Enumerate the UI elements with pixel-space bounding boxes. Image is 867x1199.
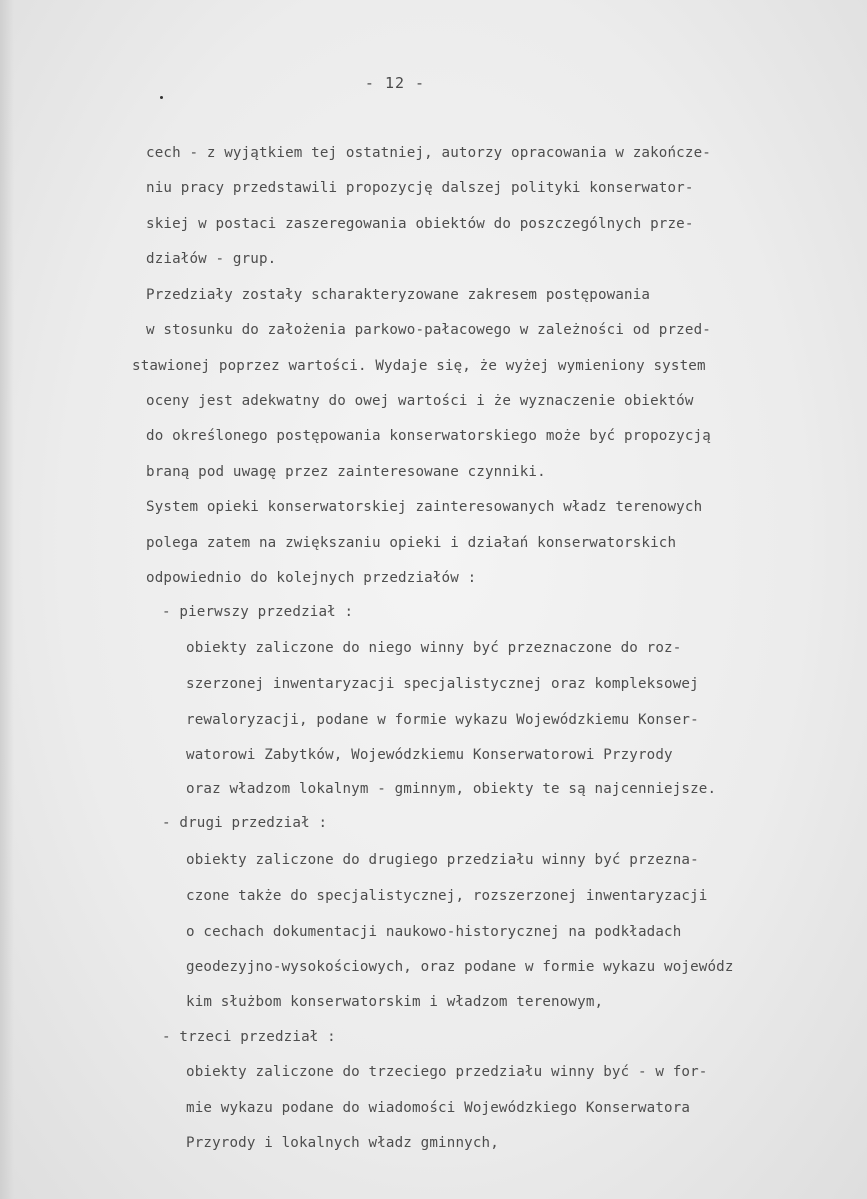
text-line: rewaloryzacji, podane w formie wykazu Wojewódzkiemu Konser- [186,712,699,728]
text-line: Przyrody i lokalnych władz gminnych, [186,1135,499,1151]
section-heading-first: - pierwszy przedział : [162,604,354,620]
scan-shadow [0,0,14,1199]
text-line: watorowi Zabytków, Wojewódzkiemu Konserwatorowi Przyrody [186,747,673,763]
text-line: stawionej poprzez wartości. Wydaje się, że wyżej wymieniony system [132,358,706,374]
text-line: cech - z wyjątkiem tej ostatniej, autorzy opracowania w zakończe- [146,145,711,161]
text-line: System opieki konserwatorskiej zainteresowanych władz terenowych [146,499,703,515]
text-line: polega zatem na zwiększaniu opieki i działań konserwatorskich [146,535,677,551]
text-line: działów - grup. [146,251,277,267]
text-line: skiej w postaci zaszeregowania obiektów do poszczególnych prze- [146,216,694,232]
text-line: oceny jest adekwatny do owej wartości i że wyznaczenie obiektów [146,393,694,409]
text-line: odpowiednio do kolejnych przedziałów : [146,570,477,586]
text-line: obiekty zaliczone do trzeciego przedziału winny być - w for- [186,1064,708,1080]
text-line: niu pracy przedstawili propozycję dalszej polityki konserwator- [146,180,694,196]
text-line: o cechach dokumentacji naukowo-historycznej na podkładach [186,924,682,940]
text-line: w stosunku do założenia parkowo-pałacowego w zależności od przed- [146,322,711,338]
text-line: geodezyjno-wysokościowych, oraz podane w formie wykazu wojewódz [186,959,734,975]
page-number: - 12 - [364,74,426,92]
text-line: braną pod uwagę przez zainteresowane czynniki. [146,464,546,480]
text-line: kim służbom konserwatorskim i władzom terenowym, [186,994,604,1010]
text-line: obiekty zaliczone do niego winny być przeznaczone do roz- [186,640,682,656]
text-line: obiekty zaliczone do drugiego przedziału winny być przezna- [186,852,699,868]
text-line: mie wykazu podane do wiadomości Wojewódzkiego Konserwatora [186,1100,691,1116]
text-line: szerzonej inwentaryzacji specjalistycznej oraz kompleksowej [186,676,699,692]
scan-dot-mark [160,96,163,99]
text-line: Przedziały zostały scharakteryzowane zakresem postępowania [146,287,651,303]
section-heading-third: - trzeci przedział : [162,1029,336,1045]
text-line: czone także do specjalistycznej, rozszerzonej inwentaryzacji [186,888,708,904]
text-line: do określonego postępowania konserwatorskiego może być propozycją [146,428,711,444]
text-line: oraz władzom lokalnym - gminnym, obiekty te są najcenniejsze. [186,781,717,797]
section-heading-second: - drugi przedział : [162,815,328,831]
